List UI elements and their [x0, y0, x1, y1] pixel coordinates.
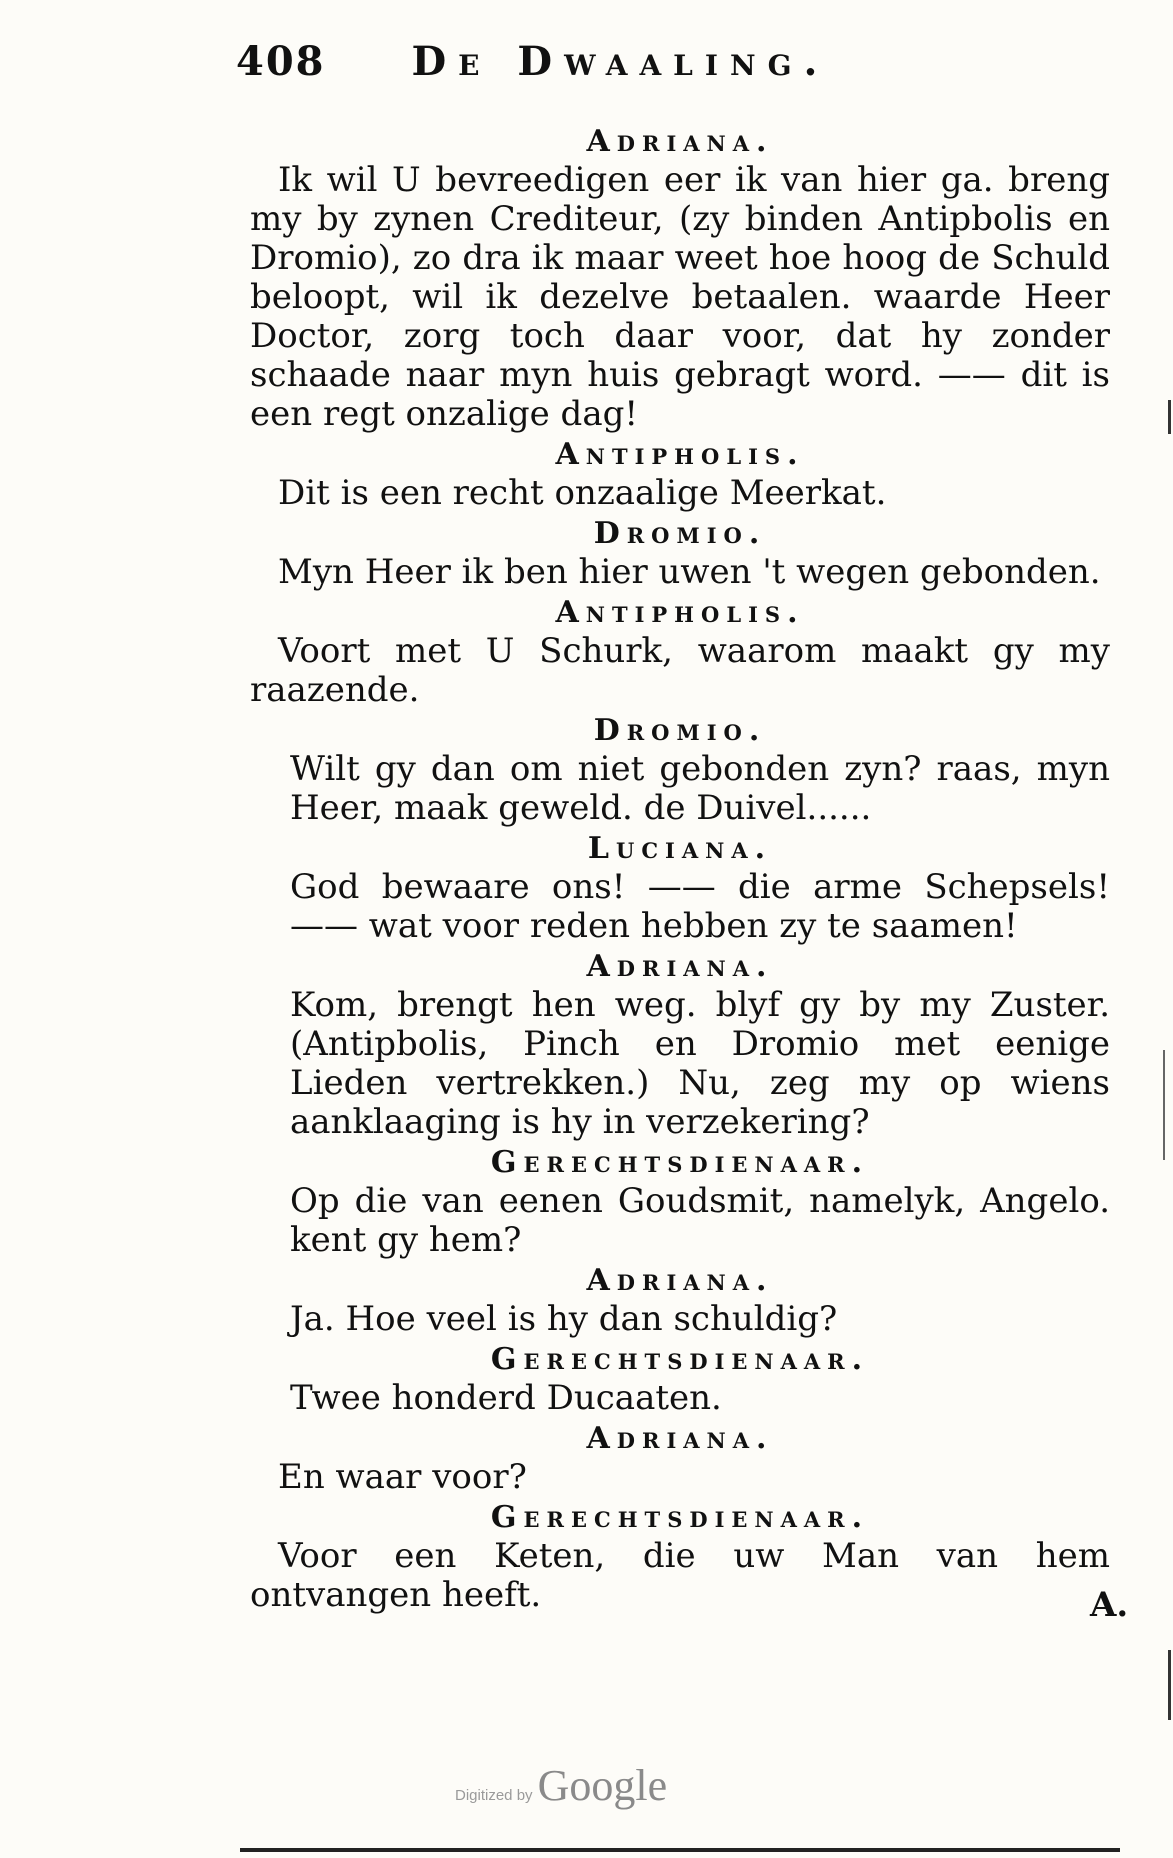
page-edge-mark: [1168, 1650, 1171, 1720]
speaker-name: Adriana.: [586, 124, 774, 159]
speaker-name: Adriana.: [586, 1421, 774, 1456]
speaker-name: Gerechtsdienaar.: [490, 1342, 870, 1377]
page-edge-mark: [1168, 400, 1171, 434]
google-logo: Google: [537, 1761, 668, 1810]
speech-text: Voort met U Schurk, waarom maakt gy my raazende.: [250, 631, 1110, 710]
speaker-name: Dromio.: [593, 516, 767, 551]
speech-text: Kom, brengt hen weg. blyf gy by my Zuster. (Antipbolis, Pinch en Dromio met eenige Lieden vertrekken.) Nu, zeg my op wiens aanklaaging is hy in verzekering?: [290, 985, 1110, 1142]
digitization-watermark: [455, 1760, 667, 1811]
speech-text: Wilt gy dan om niet gebonden zyn? raas, myn Heer, maak geweld. de Duivel......: [290, 749, 1110, 828]
bottom-rule: [240, 1848, 1120, 1852]
digitized-by-text: Digitized by: [455, 1787, 533, 1804]
speech-text: Ik wil U bevreedigen eer ik van hier ga. breng my by zynen Crediteur, (zy binden Antipbolis en Dromio), zo dra ik maar weet hoe hoog de Schuld beloopt, wil ik dezelve betaalen. waarde Heer Doctor, zorg toch daar voor, dat hy zonder schaade naar myn huis gebragt word. —— dit is een regt onzalige dag!: [250, 160, 1110, 434]
running-title: De Dwaaling.: [411, 38, 830, 85]
speech-text: Myn Heer ik ben hier uwen 't wegen gebonden.: [278, 552, 1101, 592]
speaker-name: Dromio.: [593, 713, 767, 748]
speech-text: Twee honderd Ducaaten.: [290, 1378, 722, 1418]
page-edge-mark: [1163, 1050, 1165, 1160]
speaker-name: Antipholis.: [555, 437, 805, 472]
speech-text: God bewaare ons! —— die arme Schepsels! —— wat voor reden hebben zy te saamen!: [290, 867, 1110, 946]
speech-text: Op die van eenen Goudsmit, namelyk, Angelo. kent gy hem?: [290, 1181, 1110, 1260]
speech-text: En waar voor?: [278, 1457, 527, 1497]
speaker-name: Gerechtsdienaar.: [490, 1145, 870, 1180]
speech-text: Ja. Hoe veel is hy dan schuldig?: [290, 1299, 838, 1339]
running-header: [236, 38, 829, 85]
speaker-name: Adriana.: [586, 949, 774, 984]
speaker-name: Gerechtsdienaar.: [490, 1500, 870, 1535]
speech-text: Voor een Keten, die uw Man van hem ontvangen heeft.: [250, 1536, 1110, 1615]
page-number: 408: [236, 38, 326, 85]
speech-text: Dit is een recht onzaalige Meerkat.: [278, 473, 887, 513]
speaker-name: Antipholis.: [555, 595, 805, 630]
speaker-name: Adriana.: [586, 1263, 774, 1298]
speaker-name: Luciana.: [587, 831, 773, 866]
catchword: A.: [1090, 1585, 1129, 1625]
play-text: [250, 122, 1110, 1617]
